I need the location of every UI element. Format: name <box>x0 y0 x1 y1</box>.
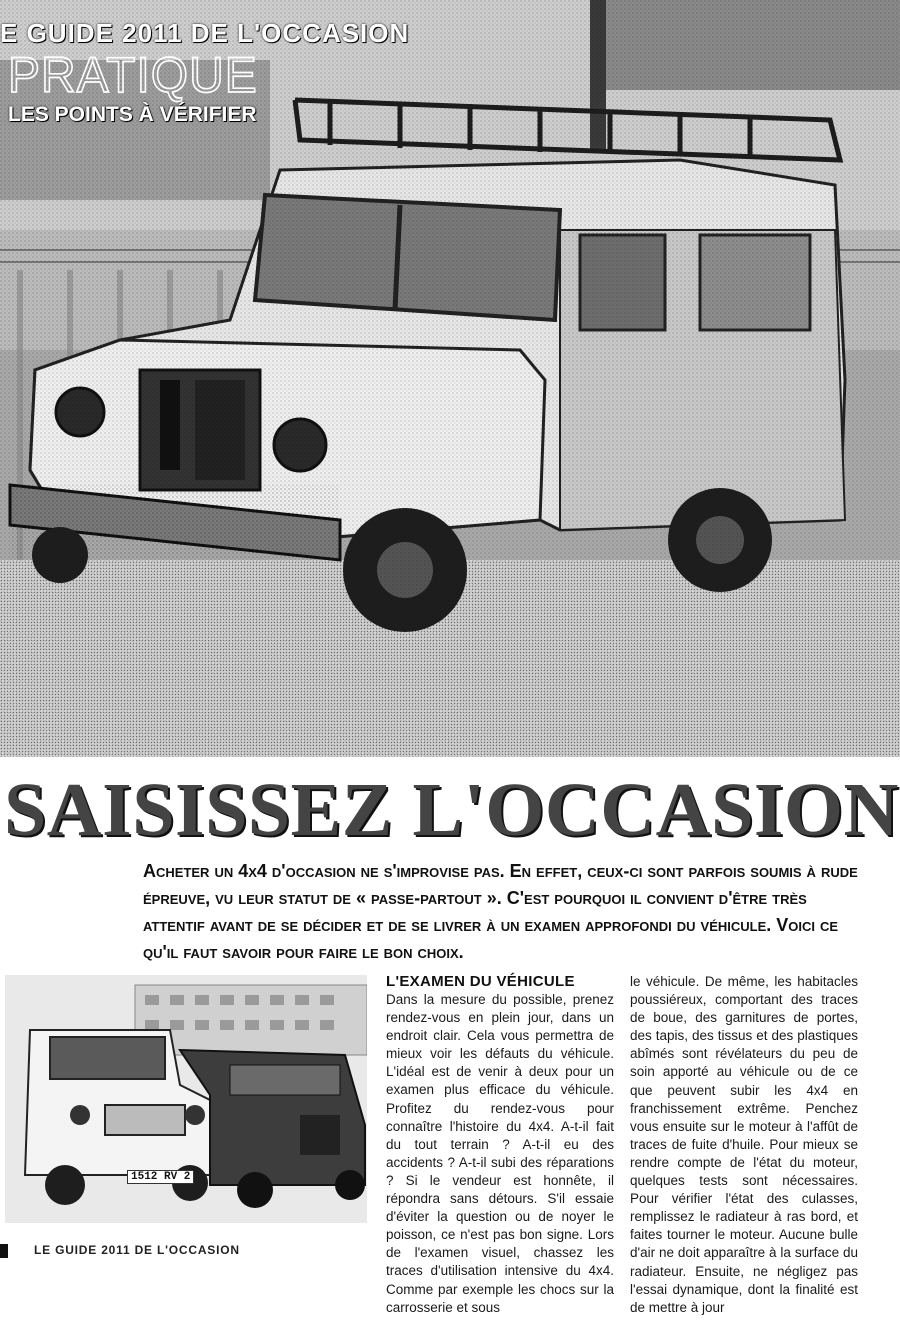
article-column-2 <box>630 973 858 1317</box>
footer-title: LE GUIDE 2011 DE L'OCCASION <box>34 1243 240 1257</box>
article-intro <box>143 858 863 966</box>
vehicles-photo <box>5 975 367 1223</box>
license-plate: 1512 RV 2 <box>127 1170 194 1184</box>
vehicles-illustration <box>5 975 367 1223</box>
column-1-text: Dans la mesure du possible, prenez rendez-vous en plein jour, dans un endroit clair. Cela vous permettra de mieux voir les défauts du véhicule. L'idéal est de venir à deux pour un examen plus efficace du véhicule. Profitez du rendez-vous pour connaître l'histoire du 4x4. A-t-il fait du tout terrain ? A-t-il eu des accidents ? A-t-il subi des réparations ? Si le vendeur est honnête, il répondra sans détours. S'il essaie d'éviter la question ou de noyer le poisson, ce n'est pas bon signe. Lors de l'examen visuel, chassez les traces d'utilisation intensive du 4x4. Comme par exemple les chocs sur la carrosserie et sous <box>386 992 614 1315</box>
article-headline: SAISISSEZ L'OCCASION <box>4 768 899 852</box>
column-2-text: le véhicule. De même, les habitacles poussiéreux, comportant des traces de boue, des garnitures de portes, des tapis, des tissus et des plastiques abîmés sont révélateurs du peu de soin apporté au véhicule ou de ce que peuvent subir les 4x4 en franchissement extrême. Penchez vous ensuite sur le moteur à l'affût de traces de fuite d'huile. Pour mieux se rendre compte de l'état du moteur, quelques tests sont nécessaires. Pour vérifier l'état des culasses, remplissez le radiateur à ras bord, et faites tourner le moteur. Aucune bulle d'air ne doit apparaître à la surface du radiateur. Ensuite, ne négligez pas l'essai dynamique, dont la finalité est de mettre à jour <box>630 974 858 1315</box>
section-subtitle: LES POINTS À VÉRIFIER <box>8 103 257 126</box>
article-column-1 <box>386 973 614 1317</box>
intro-text: Acheter un 4x4 d'occasion ne s'improvise pas. En effet, ceux-ci sont parfois soumis à rude épreuve, vu leur statut de « passe-partout ». C'est pourquoi il convient d'être très attentif avant de se décider et de se livrer à un examen approfondi du véhicule. Voici ce qu'il faut savoir pour faire le bon choix. <box>143 861 858 962</box>
article-subheading: L'EXAMEN DU VÉHICULE <box>386 973 575 990</box>
section-title: PRATIQUE <box>8 47 258 104</box>
magazine-kicker: E GUIDE 2011 DE L'OCCASION <box>0 18 410 48</box>
folio-marker <box>0 1244 8 1258</box>
